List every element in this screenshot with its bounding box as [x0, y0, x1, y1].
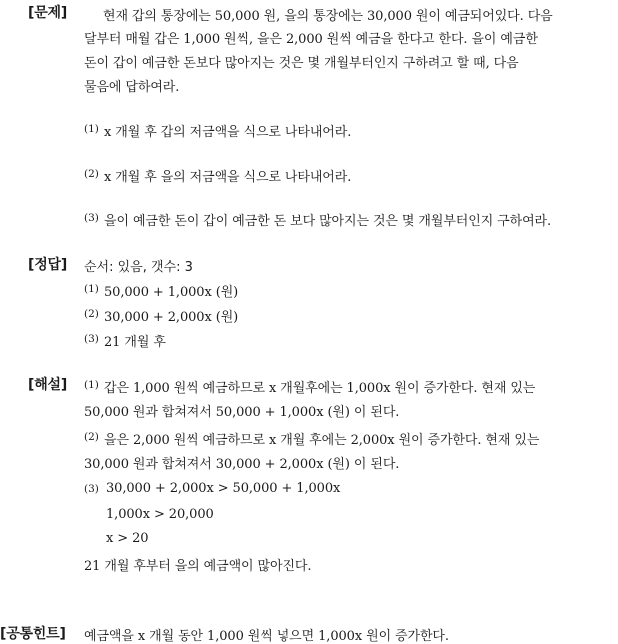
problem-text-line-2: 달부터 매월 갑은 1,000 원씩, 을은 2,000 원씩 예금을 한다고 한다. 을이 예금한	[84, 32, 538, 47]
solution-tag: [해설]	[28, 377, 68, 393]
problem-text-line-1: 현재 갑의 통장에는 50,000 원, 을의 통장에는 30,000 원이 예금되어있다. 다음	[103, 9, 553, 24]
answer-1-text: 50,000 + 1,000x (원)	[104, 285, 239, 300]
problem-tag: [문제]	[28, 5, 68, 21]
solution-number: (3)	[84, 483, 99, 495]
solution-2-line-2: 30,000 원과 합쳐져서 30,000 + 2,000x (원) 이 된다.	[84, 457, 400, 472]
solution-3-inequality-1: 30,000 + 2,000x > 50,000 + 1,000x	[106, 481, 341, 496]
question-number: (3)	[84, 212, 99, 224]
answer-number: (2)	[84, 308, 99, 320]
solution-2-line-1: 을은 2,000 원씩 예금하므로 x 개월 후에는 2,000x 원이 증가한다. 현재 있는	[104, 433, 540, 448]
solution-number: (1)	[84, 379, 99, 391]
hint-tag: [공통힌트]	[0, 626, 66, 642]
question-3-text: 을이 예금한 돈이 갑이 예금한 돈 보다 많아지는 것은 몇 개월부터인지 구하여라.	[104, 214, 552, 229]
problem-text-line-3: 돈이 갑이 예금한 돈보다 많아지는 것은 몇 개월부터인지 구하려고 할 때, 다음	[84, 56, 519, 71]
answer-2-text: 30,000 + 2,000x (원)	[104, 310, 239, 325]
hint-text: 예금액을 x 개월 동안 1,000 원씩 넣으면 1,000x 원이 증가한다.	[84, 629, 449, 644]
answer-number: (1)	[84, 283, 99, 295]
problem-text-line-4: 물음에 답하여라.	[84, 80, 180, 95]
question-2-text: x 개월 후 을의 저금액을 식으로 나타내어라.	[104, 170, 352, 185]
question-number: (1)	[84, 123, 99, 135]
solution-3-conclusion: 21 개월 후부터 을의 예금액이 많아진다.	[84, 559, 312, 574]
solution-number: (2)	[84, 431, 99, 443]
answer-3-text: 21 개월 후	[104, 335, 166, 350]
question-1-text: x 개월 후 갑의 저금액을 식으로 나타내어라.	[104, 125, 352, 140]
answer-meta: 순서: 있음, 갯수: 3	[84, 260, 193, 275]
question-number: (2)	[84, 168, 99, 180]
answer-tag: [정답]	[28, 257, 68, 273]
answer-number: (3)	[84, 333, 99, 345]
solution-3-inequality-3: x > 20	[106, 531, 149, 546]
solution-3-inequality-2: 1,000x > 20,000	[106, 507, 214, 522]
solution-1-line-2: 50,000 원과 합쳐져서 50,000 + 1,000x (원) 이 된다.	[84, 405, 400, 420]
solution-1-line-1: 갑은 1,000 원씩 예금하므로 x 개월후에는 1,000x 원이 증가한다. 현재 있는	[104, 381, 536, 396]
